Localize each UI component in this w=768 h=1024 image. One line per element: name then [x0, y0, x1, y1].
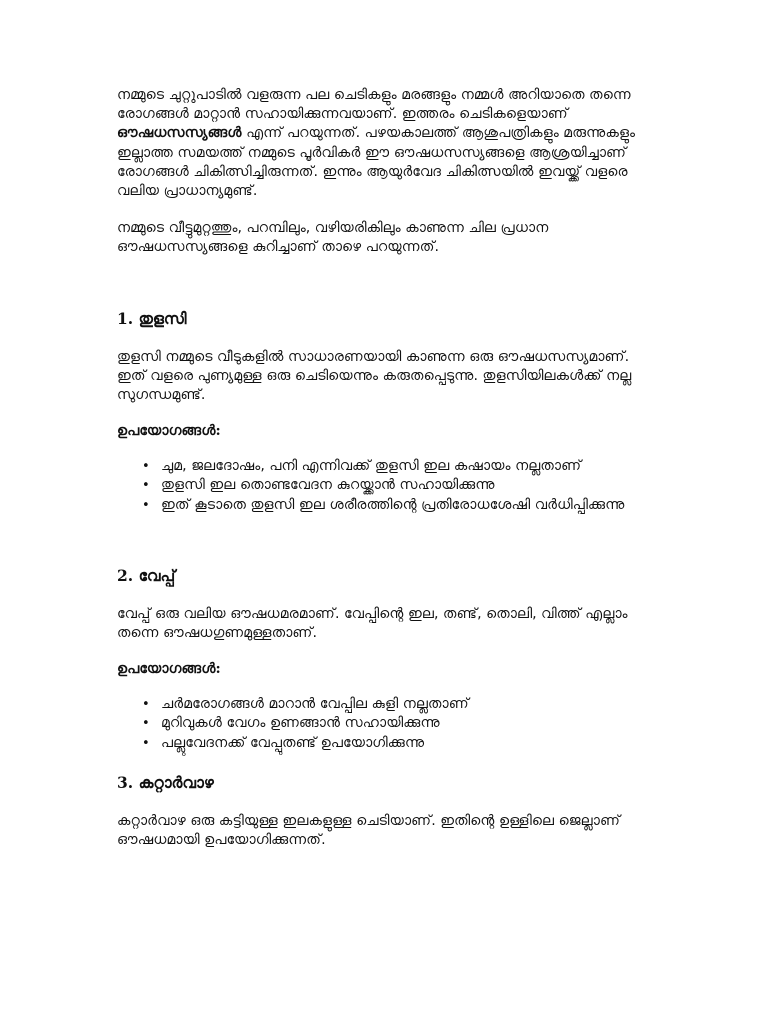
list-item: • ചുമ, ജലദോഷം, പനി എന്നിവക്ക് തുളസി ഇല കഷായം നല്ലതാണ് — [161, 457, 657, 476]
section-body-tulsi: തുളസി നമ്മുടെ വീടുകളിൽ സാധാരണയായി കാണുന്ന ഒരു ഔഷധസസ്യമാണ്. ഇത് വളരെ പുണ്യമുള്ള ഒരു ചെടിയെന്നും കരുതപ്പെടുന്നു. തുളസിയിലകൾക്ക് നല്ല സുഗന്ധമുണ്ട്. — [117, 348, 632, 404]
document-page — [117, 86, 657, 850]
list-item: • പല്ലുവേദനക്ക് വേപ്പുതണ്ട് ഉപയോഗിക്കുന്നു — [161, 734, 657, 753]
uses-label-neem: ഉപയോഗങ്ങൾ: — [117, 661, 221, 678]
section-body-aloe-vera: കറ്റാർവാഴ ഒരു കട്ടിയുള്ള ഇലകളുള്ള ചെടിയാണ്. ഇതിന്റെ ഉള്ളിലെ ജെല്ലാണ് ഔഷധമായി ഉപയോഗിക്കുന്നത്. — [117, 812, 621, 849]
section-heading-tulsi: 1. തുളസി — [117, 308, 187, 328]
section-body-neem: വേപ്പ് ഒരു വലിയ ഔഷധമരമാണ്. വേപ്പിന്റെ ഇല, തണ്ട്, തൊലി, വിത്ത് എല്ലാം തന്നെ ഔഷധഗുണമുള്ളതാണ്. — [117, 605, 628, 642]
intro-text-part-1: നമ്മുടെ ചുറ്റുപാടിൽ വളരുന്ന പല ചെടികളും മരങ്ങളും നമ്മൾ അറിയാതെ തന്നെ രോഗങ്ങൾ മാറ്റാൻ സഹായിക്കുന്നവയാണ്. ഇത്തരം ചെടികളെയാണ് — [117, 87, 631, 123]
section-heading-aloe-vera: 3. കറ്റാർവാഴ — [117, 772, 214, 792]
intro-text-part-2: എന്ന് പറയുന്നത്. പഴയകാലത്ത് ആശുപത്രികളും മരുന്നുകളും ഇല്ലാത്ത സമയത്ത് നമ്മുടെ പൂർവികർ ഈ ഔഷധസസ്യങ്ങളെ ആശ്രയിച്ചാണ് രോഗങ്ങൾ ചികിത്സിച്ചിരുന്നത്. ഇന്നും ആയുർവേദ ചികിത്സയിൽ ഇവയ്ക്ക് വളരെ വലിയ പ്രാധാന്യമുണ്ട്. — [117, 125, 636, 200]
intro-paragraph-1 — [117, 86, 657, 201]
intro-paragraph-2: നമ്മുടെ വീട്ടുമുറ്റത്തും, പറമ്പിലും, വഴിയരികിലും കാണുന്ന ചില പ്രധാന ഔഷധസസ്യങ്ങളെ കുറിച്ചാണ് താഴെ പറയുന്നത്. — [117, 220, 549, 256]
list-item: • തുളസി ഇല തൊണ്ടവേദന കുറയ്ക്കാൻ സഹായിക്കുന്നു — [161, 476, 657, 495]
list-item: • ഇത് കൂടാതെ തുളസി ഇല ശരീരത്തിന്റെ പ്രതിരോധശേഷി വർധിപ്പിക്കുന്നു — [161, 496, 657, 515]
list-item: • ചർമരോഗങ്ങൾ മാറാൻ വേപ്പില കുളി നല്ലതാണ് — [161, 695, 657, 714]
list-item: • മുറിവുകൾ വേഗം ഉണങ്ങാൻ സഹായിക്കുന്നു — [161, 714, 657, 733]
intro-bold-term: ഔഷധസസ്യങ്ങൾ — [117, 125, 242, 142]
uses-list-neem — [117, 695, 657, 753]
uses-label-tulsi: ഉപയോഗങ്ങൾ: — [117, 423, 221, 440]
section-heading-neem: 2. വേപ്പ് — [117, 565, 176, 585]
uses-list-tulsi — [117, 457, 657, 515]
